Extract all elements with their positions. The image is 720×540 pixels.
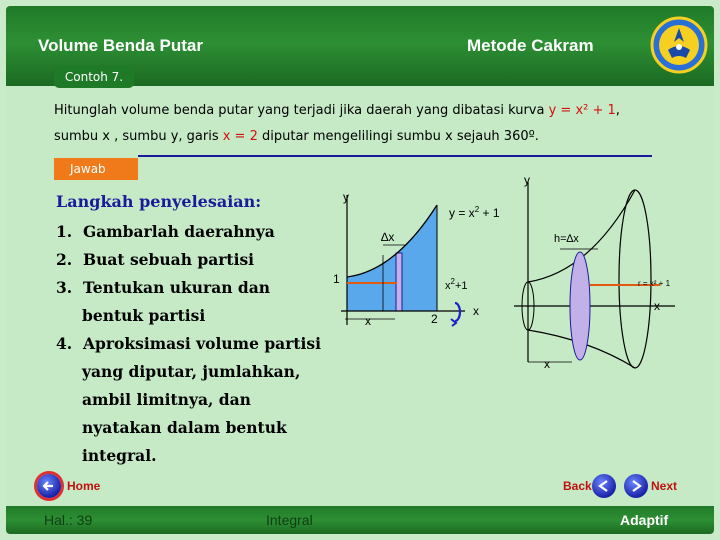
region-figure [325, 185, 500, 335]
back-arrow-icon [596, 478, 612, 494]
disk-partition [570, 252, 590, 360]
step-item: yang diputar, jumlahkan, [82, 362, 301, 381]
back-link[interactable]: Back [563, 479, 592, 493]
answer-label: Jawab [54, 158, 138, 180]
example-label: Contoh 7. [54, 66, 134, 88]
rotation-arrow-icon [455, 303, 460, 321]
two-label: 2 [431, 312, 438, 326]
step-item: bentuk partisi [82, 306, 206, 325]
h-label: h=∆x [554, 233, 579, 245]
y-axis-label: y [524, 173, 530, 187]
x-bottom-label: x [544, 357, 550, 371]
question-formula-curve: y = x² + 1 [548, 103, 616, 118]
next-link[interactable]: Next [651, 479, 678, 493]
footer-bar [6, 506, 714, 534]
question-formula-line: x = 2 [222, 129, 258, 144]
next-arrow-icon [628, 478, 644, 494]
step-item: nyatakan dalam bentuk [82, 418, 287, 437]
x-axis-label: x [654, 299, 660, 313]
step-item: integral. [82, 446, 157, 465]
steps-title: Langkah penyelesaian: [56, 192, 262, 211]
one-label: 1 [333, 272, 340, 286]
brand-label: Adaptif [620, 512, 669, 528]
question-line1-suffix: , [615, 103, 620, 118]
topic-label: Integral [266, 512, 313, 528]
r-label: r = x² + 1 [638, 279, 671, 288]
answer-divider [138, 155, 652, 157]
x-measure-label: x [365, 314, 371, 328]
question-text [54, 98, 674, 150]
question-line2-suffix: diputar mengelilingi sumbu x sejauh 360º. [257, 129, 539, 144]
solid-figure [500, 172, 690, 372]
slide-title: Volume Benda Putar [38, 36, 203, 55]
question-line2: sumbu x , sumbu y, garis [54, 129, 223, 144]
step-item: 4. Aproksimasi volume partisi [56, 334, 322, 353]
step-item: ambil limitnya, dan [82, 390, 251, 409]
y-axis-label: y [343, 190, 349, 204]
step-item: 3. Tentukan ukuran dan [56, 278, 271, 297]
step-item: 1. Gambarlah daerahnya [56, 222, 275, 241]
ministry-logo-icon [650, 16, 708, 74]
x-axis-label: x [473, 304, 479, 318]
curve-label: $y = x^2 + 1$ [449, 205, 500, 220]
home-arrow-icon [41, 478, 57, 494]
step-item: 2. Buat sebuah partisi [56, 250, 255, 269]
question-line1: Hitunglah volume benda putar yang terjadi jika daerah yang dibatasi kurva [54, 103, 549, 118]
delta-x-label: ∆x [381, 230, 395, 244]
slide-subtitle: Metode Cakram [467, 36, 594, 55]
page-number: Hal.: 39 [44, 512, 93, 528]
partition-height-label: $x^2+1$ [445, 277, 468, 292]
home-link[interactable]: Home [67, 479, 101, 493]
